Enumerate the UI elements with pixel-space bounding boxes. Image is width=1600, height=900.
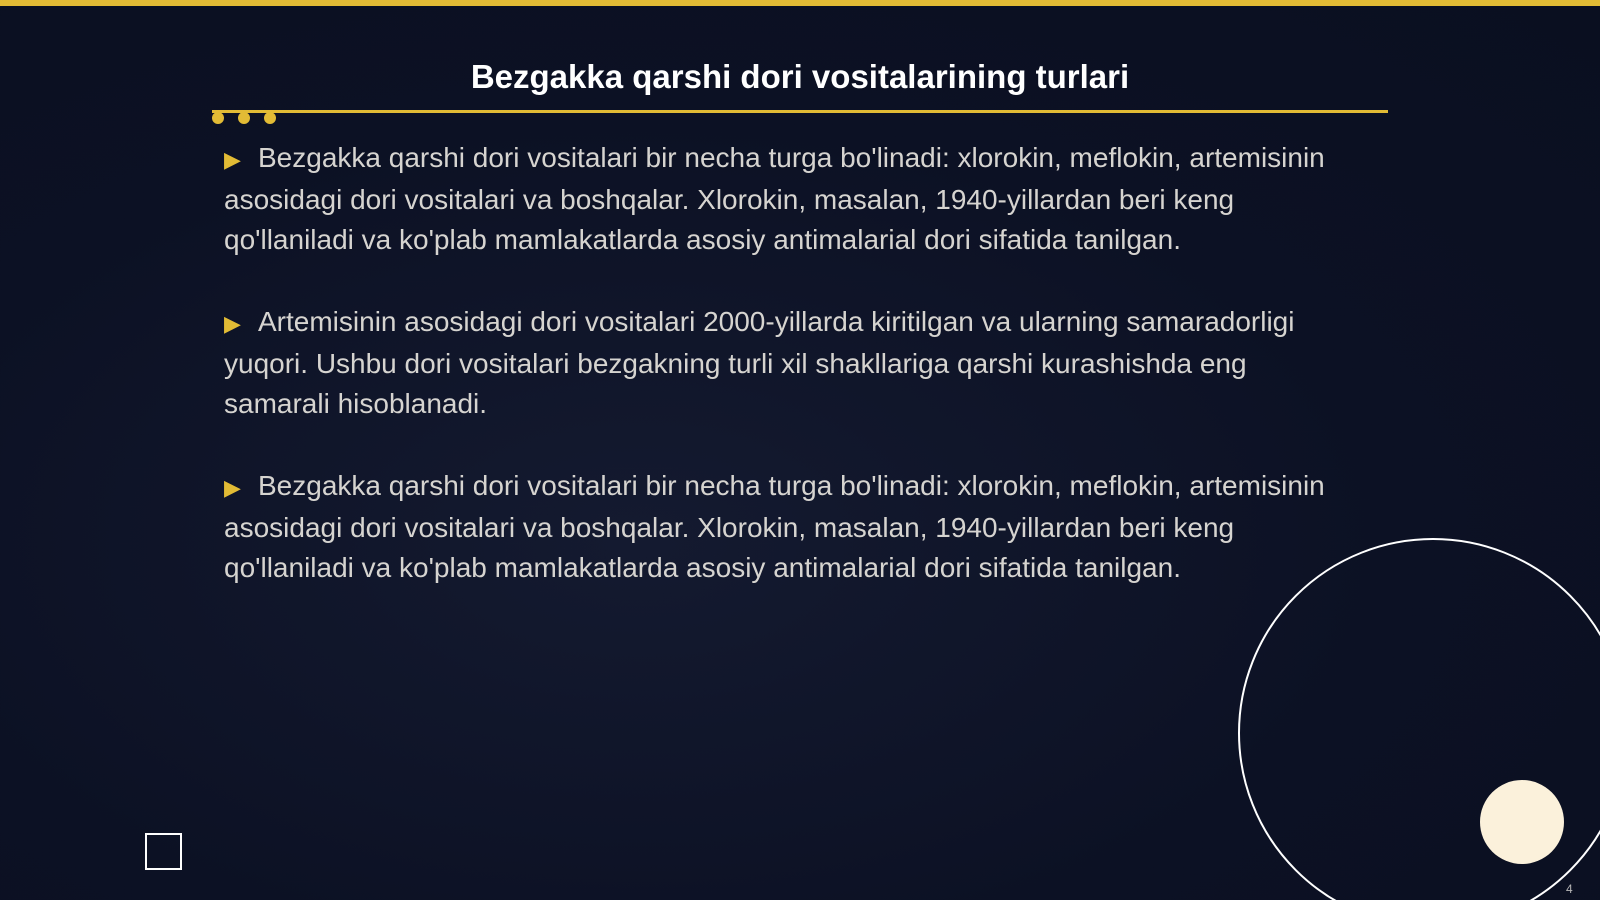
bullet-list: [224, 138, 1354, 630]
decorative-dot: [212, 112, 224, 124]
bullet-text: Artemisinin asosidagi dori vositalari 2000-yillarda kiritilgan va ularning samaradorligi yuqori. Ushbu dori vositalari bezgakning turli xil shakllariga qarshi kurashishda eng samarali hisoblanadi.: [224, 306, 1295, 419]
page-number: 4: [1566, 882, 1573, 896]
decorative-square-outline: [145, 833, 182, 870]
title-underline: [212, 110, 1388, 113]
bullet-item: [224, 302, 1354, 424]
bullet-arrow-icon: ▶: [224, 475, 241, 500]
decorative-circle-filled: [1480, 780, 1564, 864]
bullet-item: [224, 466, 1354, 588]
slide-title: Bezgakka qarshi dori vositalarining turlari: [470, 58, 1130, 95]
bullet-text: Bezgakka qarshi dori vositalari bir necha turga bo'linadi: xlorokin, meflokin, artemisinin asosidagi dori vositalari va boshqalar. Xlorokin, masalan, 1940-yillardan beri keng qo'llaniladi va ko'plab mamlakatlarda asosiy antimalarial dori sifatida tanilgan.: [224, 142, 1325, 255]
bullet-arrow-icon: ▶: [224, 147, 241, 172]
bullet-text: Bezgakka qarshi dori vositalari bir necha turga bo'linadi: xlorokin, meflokin, artemisinin asosidagi dori vositalari va boshqalar. Xlorokin, masalan, 1940-yillardan beri keng qo'llaniladi va ko'plab mamlakatlarda asosiy antimalarial dori sifatida tanilgan.: [224, 470, 1325, 583]
bullet-item: [224, 138, 1354, 260]
bullet-arrow-icon: ▶: [224, 311, 241, 336]
decorative-dot: [264, 112, 276, 124]
top-accent-bar: [0, 0, 1600, 6]
decorative-dot: [238, 112, 250, 124]
